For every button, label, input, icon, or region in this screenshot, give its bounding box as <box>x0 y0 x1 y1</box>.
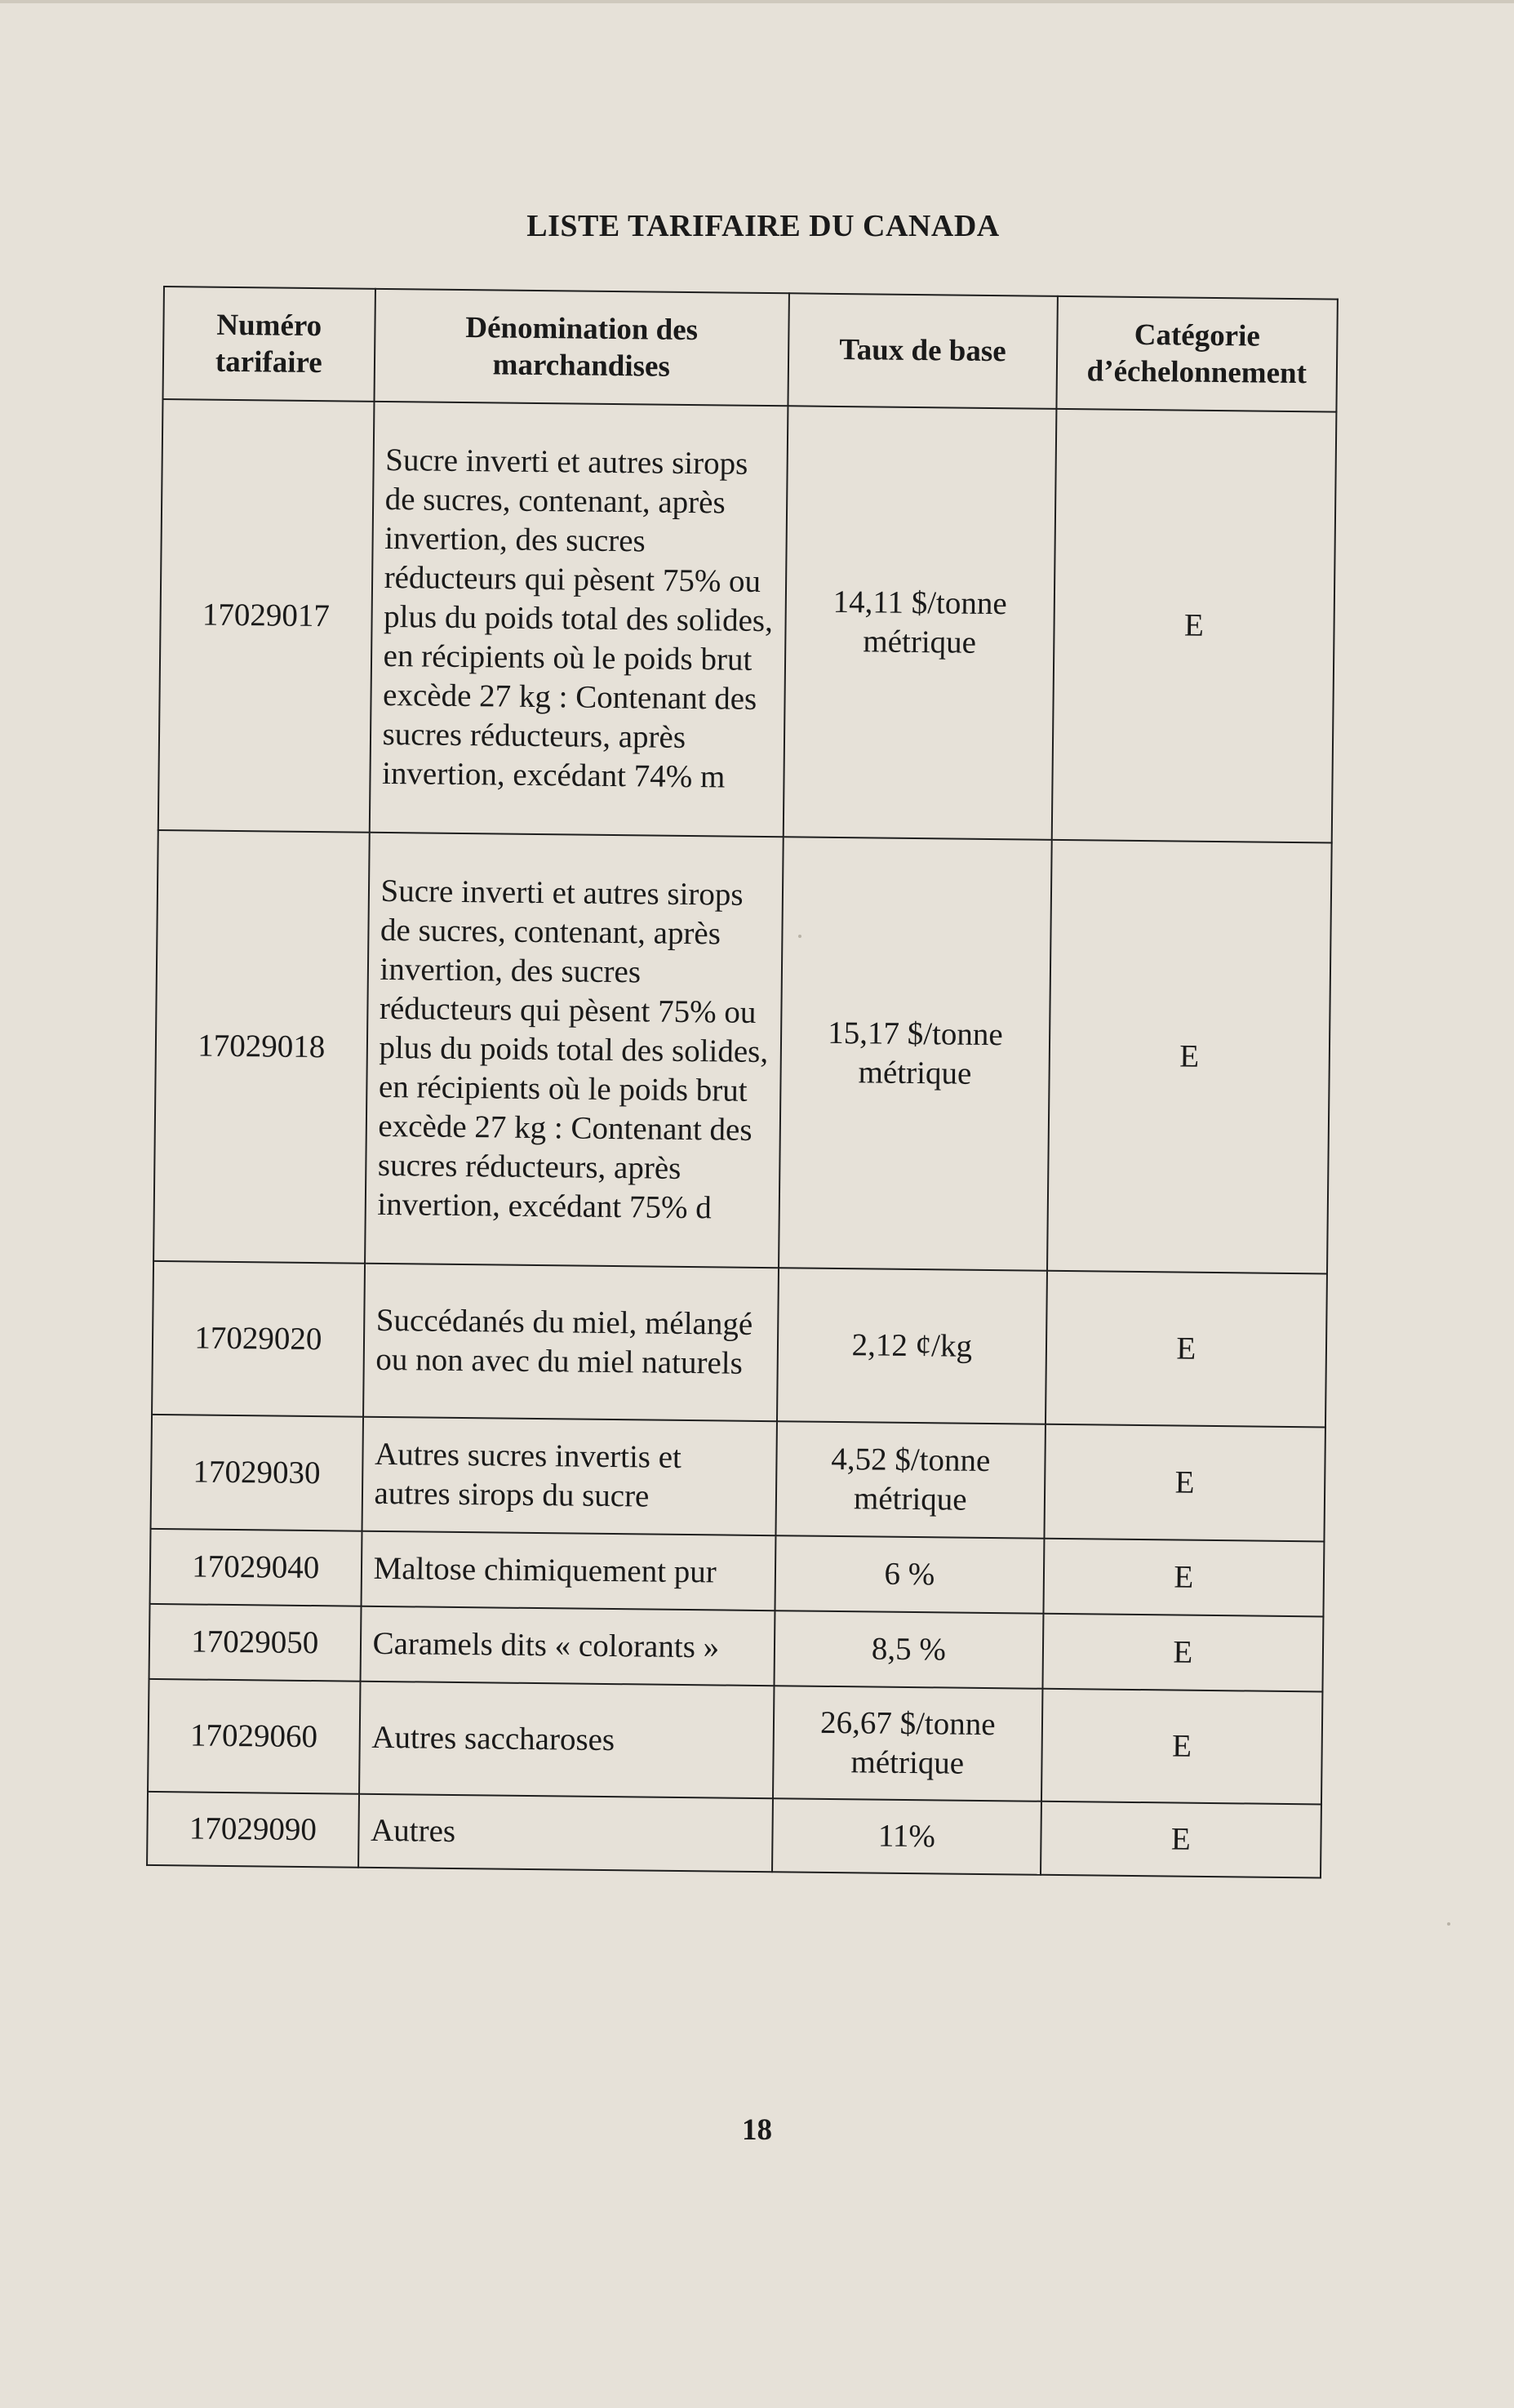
staging-category: E <box>1047 840 1332 1274</box>
base-rate: 15,17 $/tonne métrique <box>779 837 1051 1271</box>
table-row <box>148 1679 1322 1805</box>
tariff-code: 17029020 <box>152 1261 365 1417</box>
tariff-code: 17029060 <box>148 1679 360 1794</box>
tariff-code: 17029050 <box>149 1604 362 1682</box>
goods-description: Sucre inverti et autres sirops de sucres, contenant, après invertion, des sucres réducteurs qui pèsent 75% ou plus du poids total des solides, en récipients où le poids brut excède 27 kg : Contenant des sucres réducteurs, après invertion, excédant 74% m <box>369 402 788 837</box>
header-description: Dénomination des marchandises <box>374 289 789 406</box>
table-row <box>158 399 1337 843</box>
header-rate: Taux de base <box>788 293 1057 409</box>
tariff-code: 17029090 <box>147 1792 359 1868</box>
table-row <box>150 1529 1325 1617</box>
tariff-code: 17029017 <box>158 399 374 833</box>
base-rate: 8,5 % <box>774 1611 1043 1689</box>
goods-description: Autres saccharoses <box>359 1682 775 1798</box>
staging-category: E <box>1042 1614 1323 1692</box>
paper-speck <box>1447 1922 1450 1926</box>
page-number: 18 <box>742 2113 772 2147</box>
tariff-table <box>146 286 1339 1878</box>
staging-category: E <box>1041 1689 1323 1805</box>
page-top-edge <box>0 0 1514 3</box>
staging-category: E <box>1046 1271 1327 1428</box>
staging-category: E <box>1041 1802 1321 1878</box>
goods-description: Maltose chimiquement pur <box>361 1531 775 1611</box>
staging-category: E <box>1043 1539 1324 1617</box>
goods-description: Autres <box>358 1794 773 1872</box>
table-header-row <box>162 287 1337 412</box>
staging-category: E <box>1051 409 1336 843</box>
goods-description: Caramels dits « colorants » <box>360 1606 775 1686</box>
tariff-code: 17029040 <box>150 1529 362 1606</box>
base-rate: 11% <box>772 1798 1041 1875</box>
table-row <box>149 1604 1324 1692</box>
table-row <box>152 1261 1327 1428</box>
header-category: Catégorie d’échelonnement <box>1056 296 1338 412</box>
goods-description: Autres sucres invertis et autres sirops du sucre <box>362 1417 777 1535</box>
base-rate: 2,12 ¢/kg <box>777 1268 1047 1424</box>
goods-description: Succédanés du miel, mélangé ou non avec du miel naturels <box>363 1264 779 1421</box>
goods-description: Sucre inverti et autres sirops de sucres, contenant, après invertion, des sucres réducteurs qui pèsent 75% ou plus du poids total des solides, en récipients où le poids brut excède 27 kg : Contenant des sucres réducteurs, après invertion, excédant 75% d <box>365 833 784 1268</box>
table-row <box>151 1415 1325 1542</box>
base-rate: 14,11 $/tonne métrique <box>784 406 1056 840</box>
tariff-code: 17029030 <box>151 1415 363 1531</box>
base-rate: 26,67 $/tonne métrique <box>773 1686 1042 1802</box>
tariff-code: 17029018 <box>153 830 369 1264</box>
base-rate: 6 % <box>775 1535 1044 1614</box>
header-code: Numéro tarifaire <box>162 287 375 402</box>
table-row <box>147 1792 1321 1878</box>
paper-speck <box>798 935 801 938</box>
staging-category: E <box>1044 1424 1325 1542</box>
table-row <box>153 830 1332 1274</box>
page-title: LISTE TARIFAIRE DU CANADA <box>526 209 1000 243</box>
base-rate: 4,52 $/tonne métrique <box>775 1421 1045 1539</box>
